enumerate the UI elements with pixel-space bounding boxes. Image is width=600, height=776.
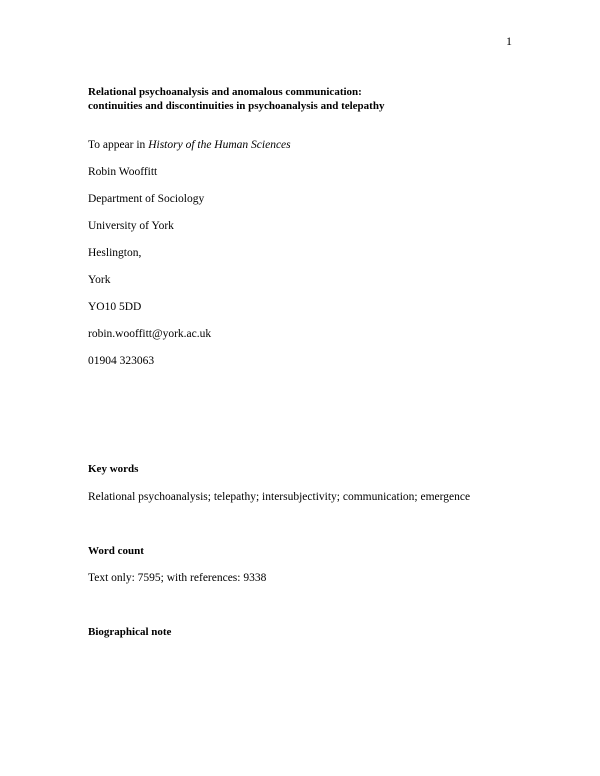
paper-title-line-2: continuities and discontinuities in psychoanalysis and telepathy — [88, 100, 385, 112]
journal-name: History of the Human Sciences — [148, 139, 291, 151]
biographical-note-heading: Biographical note — [88, 626, 172, 638]
author-email: robin.wooffitt@york.ac.uk — [88, 328, 212, 340]
paper-title-line-1: Relational psychoanalysis and anomalous communication: — [88, 86, 362, 98]
word-count-heading: Word count — [88, 545, 144, 557]
keywords-heading: Key words — [88, 463, 139, 475]
author-postcode: YO10 5DD — [88, 301, 142, 313]
author-locality: Heslington, — [88, 247, 142, 259]
keywords-text: Relational psychoanalysis; telepathy; intersubjectivity; communication; emergence — [88, 491, 471, 503]
author-department: Department of Sociology — [88, 193, 205, 205]
word-count-text: Text only: 7595; with references: 9338 — [88, 572, 267, 584]
publication-prefix: To appear in — [88, 139, 149, 151]
publication-note — [88, 138, 291, 152]
author-university: University of York — [88, 220, 174, 232]
page-number: 1 — [506, 34, 512, 48]
paper-title — [88, 85, 548, 113]
author-city: York — [88, 274, 111, 286]
author-name: Robin Wooffitt — [88, 166, 158, 178]
author-phone: 01904 323063 — [88, 355, 155, 367]
